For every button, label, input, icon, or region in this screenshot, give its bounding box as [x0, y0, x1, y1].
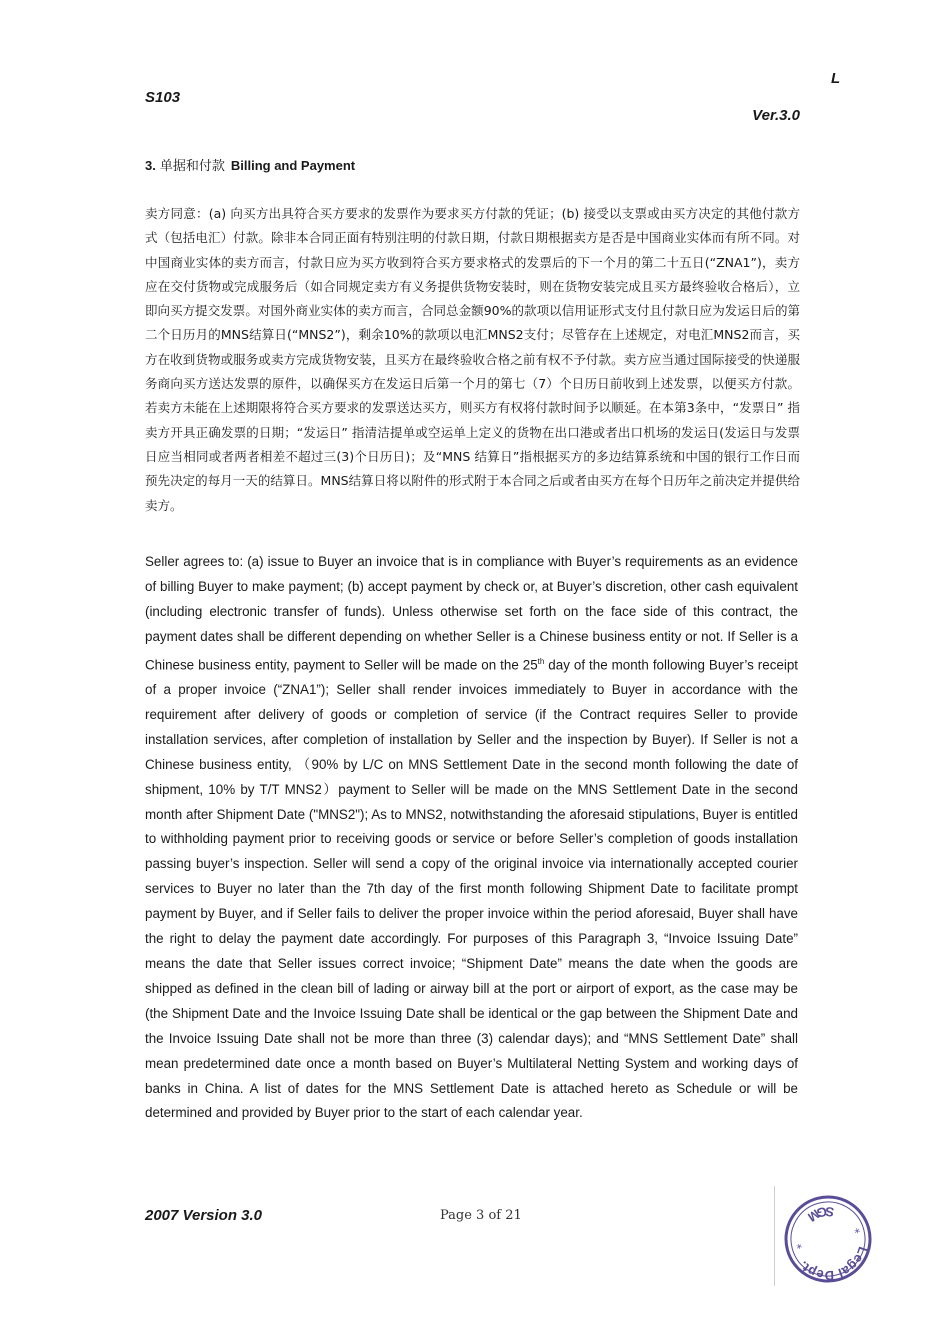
- section-number: 3.: [145, 158, 156, 173]
- footer-edition: 2007 Version 3.0: [145, 1207, 263, 1224]
- document-code: S103: [145, 89, 181, 106]
- section-heading: [145, 155, 355, 174]
- section-title-chinese: 单据和付款: [159, 159, 225, 174]
- header-mark: L: [831, 70, 841, 87]
- version-label: Ver.3.0: [752, 107, 800, 124]
- stamp-star-right: *: [794, 1237, 803, 1252]
- page-number: Page 3 of 21: [440, 1208, 522, 1223]
- footer-divider: [774, 1186, 775, 1286]
- stamp-star-left: *: [852, 1221, 861, 1236]
- section-title-english: Billing and Payment: [230, 158, 356, 173]
- clause-text-english-part2: day of the month following Buyer’s receipt of a proper invoice (“ZNA1”); Seller shall render invoices immediately to Buyer in accordance with the requirement after delivery of goods or completion of service (if the Contract requires Seller to provide installation services, after completion of installation by Seller and the inspection by Buyer). If Seller is not a Chinese business entity, （90% by L/C on MNS Settlement Date in the second month following the date of shipment, 10% by T/T MNS2）payment to Seller will be made on the MNS Settlement Date in the second month after Shipment Date ("MNS2"); As to MNS2, notwithstanding the aforesaid stipulations, Buyer is entitled to withholding payment prior to receiving goods or service or before Seller’s completion of goods installation passing buyer’s inspection. Seller will send a copy of the original invoice via internationally accepted courier services to Buyer no later than the 7th day of the first month following Shipment Date to facilitate prompt payment by Buyer, and if Seller fails to deliver the proper invoice within the period aforesaid, Buyer shall have the right to delay the payment date accordingly. For purposes of this Paragraph 3, “Invoice Issuing Date” means the date that Seller issues correct invoice; “Shipment Date” means the date when the goods are shipped as defined in the clean bill of lading or airway bill at the port or airport of export, as the case may be (the Shipment Date and the Invoice Issuing Date shall be identical or the gap between the Shipment Date and the Invoice Issuing Date shall not be more than three (3) calendar days); and “MNS Settlement Date” shall mean predetermined date once a month based on Buyer’s Multilateral Netting System and working days of banks in China. A list of dates for the MNS Settlement Date is attached hereto as Schedule or will be determined and provided by Buyer prior to the start of each calendar year.: [145, 657, 798, 1121]
- clause-text-chinese: 卖方同意：(a) 向买方出具符合买方要求的发票作为要求买方付款的凭证；(b) 接受以支票或由买方决定的其他付款方式（包括电汇）付款。除非本合同正面有特别注明的付款日期，付款日期根据卖方是否是中国商业实体而有所不同。对中国商业实体的卖方而言，付款日应为买方收到符合买方要求格式的发票后的下一个月的第二十五日(“ZNA1”)，卖方应在交付货物或完成服务后（如合同规定卖方有义务提供货物安装时，则在货物安装完成且买方最终验收合格后），立即向买方提交发票。对国外商业实体的卖方而言，合同总金额90%的款项以信用证形式支付且付款日应为发运日后的第二个日历月的MNS结算日(“MNS2”)，剩余10%的款项以电汇MNS2支付；尽管存在上述规定，对电汇MNS2而言，买方在收到货物或服务或卖方完成货物安装，且买方在最终验收合格之前有权不予付款。卖方应当通过国际接受的快递服务商向买方送达发票的原件，以确保买方在发运日后第一个月的第七（7）个日历日前收到上述发票，以便买方付款。若卖方未能在上述期限将符合买方要求的发票送达买方，则买方有权将付款时间予以顺延。在本第3条中，“发票日” 指卖方开具正确发票的日期；“发运日” 指清洁提单或空运单上定义的货物在出口港或者出口机场的发运日(发运日与发票日应当相同或者两者相差不超过三(3)个日历日)；及“MNS 结算日”指根据买方的多边结算系统和中国的银行工作日而预先决定的每月一天的结算日。MNS结算日将以附件的形式附于本合同之后或者由买方在每个日历年之前决定并提供给卖方。: [145, 206, 800, 513]
- stamp-bottom-text: SGM: [805, 1203, 835, 1225]
- ordinal-suffix: th: [537, 656, 545, 666]
- clause-text-english-part1: Seller agrees to: (a) issue to Buyer an invoice that is in compliance with Buyer’s requirements as an evidence of billing Buyer to make payment; (b) accept payment by check or, at Buyer’s discretion, other cash equivalent (including electronic transfer of funds). Unless otherwise set forth on the face side of this contract, the payment dates shall be different depending on whether Seller is a Chinese business entity or not. If Seller is a Chinese business entity, payment to Seller will be made on the 25: [145, 554, 798, 673]
- legal-dept-stamp: [782, 1193, 874, 1285]
- stamp-top-text: Legal Dept.: [795, 1244, 871, 1284]
- clause-text-english: [145, 550, 798, 1126]
